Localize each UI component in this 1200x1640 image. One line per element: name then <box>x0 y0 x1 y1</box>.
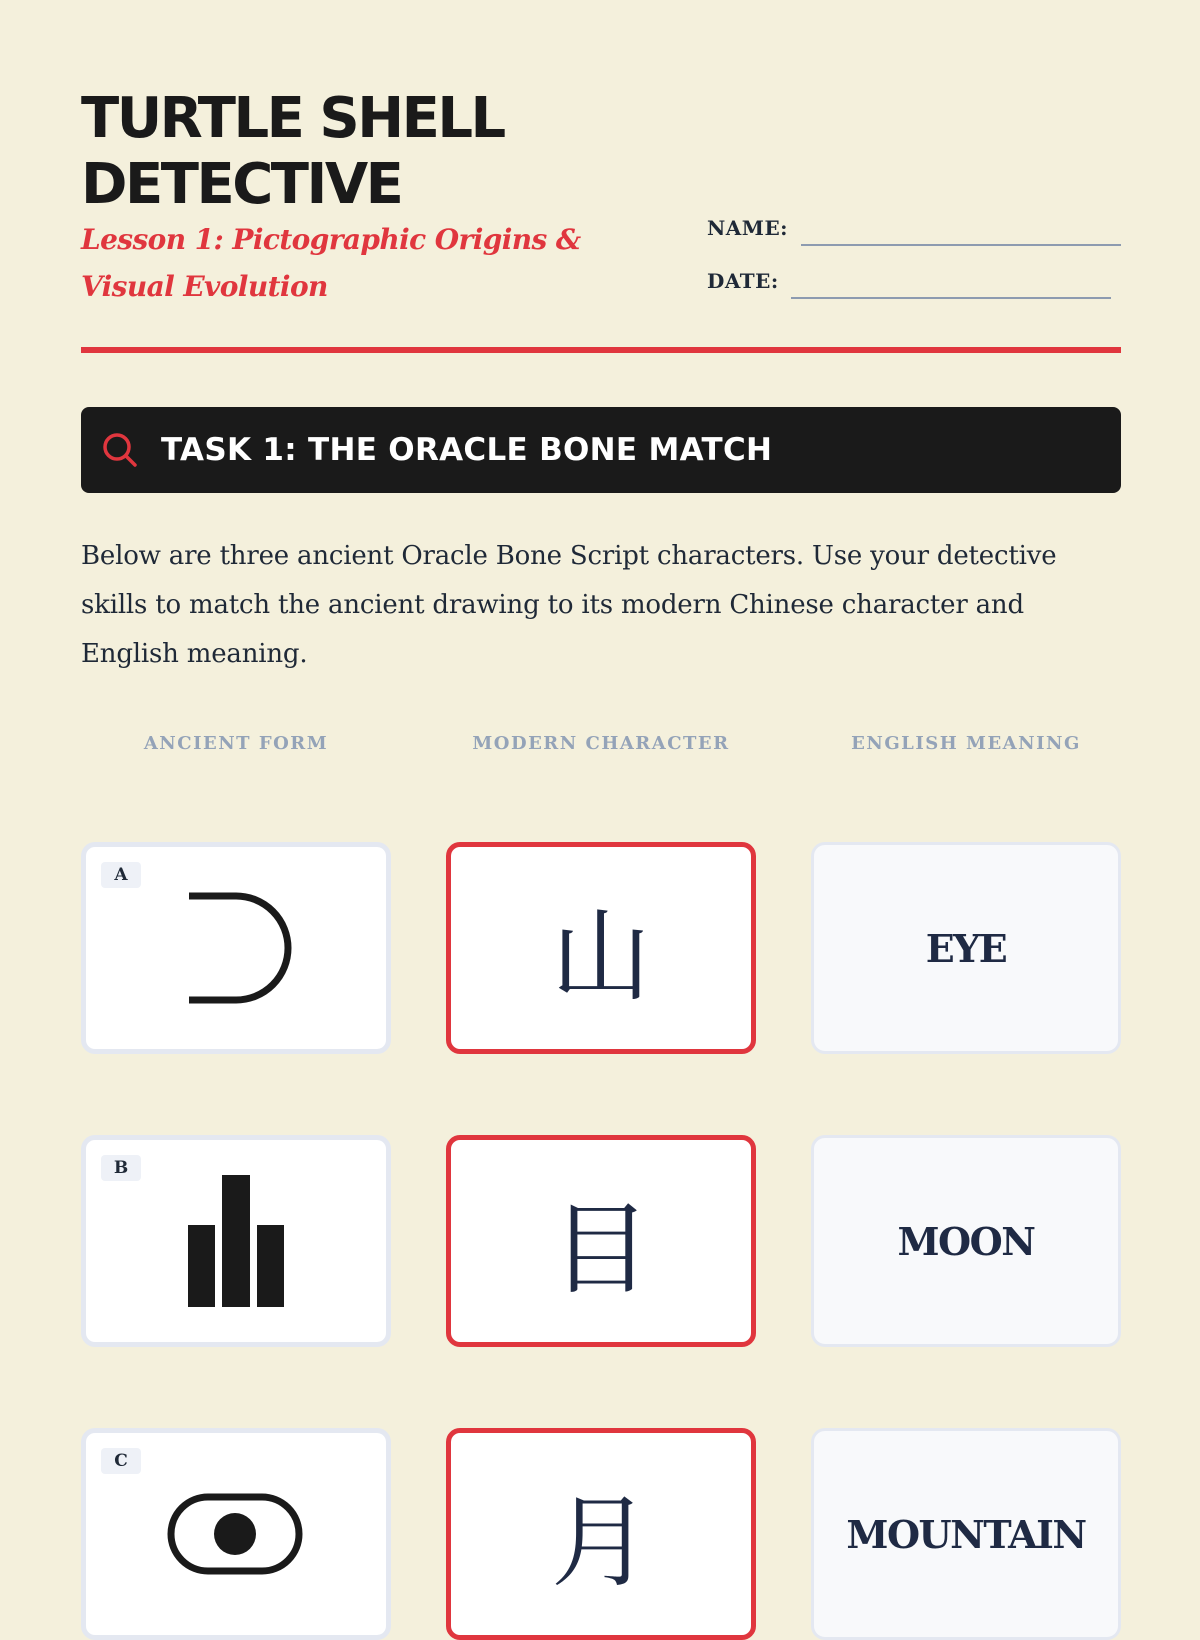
task-instructions: Below are three ancient Oracle Bone Script characters. Use your detective skills to match the ancient drawing to its modern Chinese character and English meaning. <box>81 541 1057 669</box>
meaning-card-3[interactable] <box>811 1428 1121 1640</box>
lesson-subtitle: Lesson 1: Pictographic Origins & Visual Evolution <box>81 223 581 303</box>
meaning-text-1: EYE <box>925 925 1007 971</box>
meaning-card-2[interactable] <box>811 1135 1121 1347</box>
worksheet-page <box>81 0 1121 1600</box>
ancient-card-a[interactable] <box>81 842 391 1054</box>
modern-card-1[interactable] <box>446 842 756 1054</box>
name-field[interactable] <box>707 210 1121 246</box>
modern-card-2[interactable] <box>446 1135 756 1347</box>
column-header-modern: MODERN CHARACTER <box>472 733 730 754</box>
three-peaks-glyph-icon <box>188 1173 284 1309</box>
card-label-c: C <box>101 1448 141 1474</box>
name-label: NAME: <box>707 216 789 240</box>
meaning-text-3: MOUNTAIN <box>846 1511 1086 1557</box>
column-header-meaning: ENGLISH MEANING <box>851 733 1081 754</box>
date-field[interactable] <box>707 263 1121 299</box>
worksheet-title: TURTLE SHELL DETECTIVE <box>81 86 504 217</box>
column-header-ancient: ANCIENT FORM <box>143 733 329 754</box>
modern-character-1: 山 <box>551 898 651 1015</box>
search-icon <box>101 431 139 469</box>
card-label-a: A <box>101 862 141 888</box>
task-banner <box>81 407 1121 493</box>
modern-card-3[interactable] <box>446 1428 756 1640</box>
date-line[interactable] <box>791 297 1111 299</box>
task-title: TASK 1: THE ORACLE BONE MATCH <box>161 432 773 468</box>
modern-character-3: 月 <box>551 1484 651 1601</box>
card-label-b: B <box>101 1155 141 1181</box>
modern-character-2: 目 <box>551 1191 651 1308</box>
name-line[interactable] <box>801 244 1121 246</box>
worksheet-header <box>81 78 1121 348</box>
meaning-text-2: MOON <box>897 1218 1035 1264</box>
ancient-card-c[interactable] <box>81 1428 391 1640</box>
eye-glyph-icon <box>166 1492 306 1576</box>
header-divider <box>81 347 1121 353</box>
date-label: DATE: <box>707 269 779 293</box>
meaning-card-1[interactable] <box>811 842 1121 1054</box>
crescent-moon-glyph-icon <box>176 888 296 1008</box>
ancient-card-b[interactable] <box>81 1135 391 1347</box>
